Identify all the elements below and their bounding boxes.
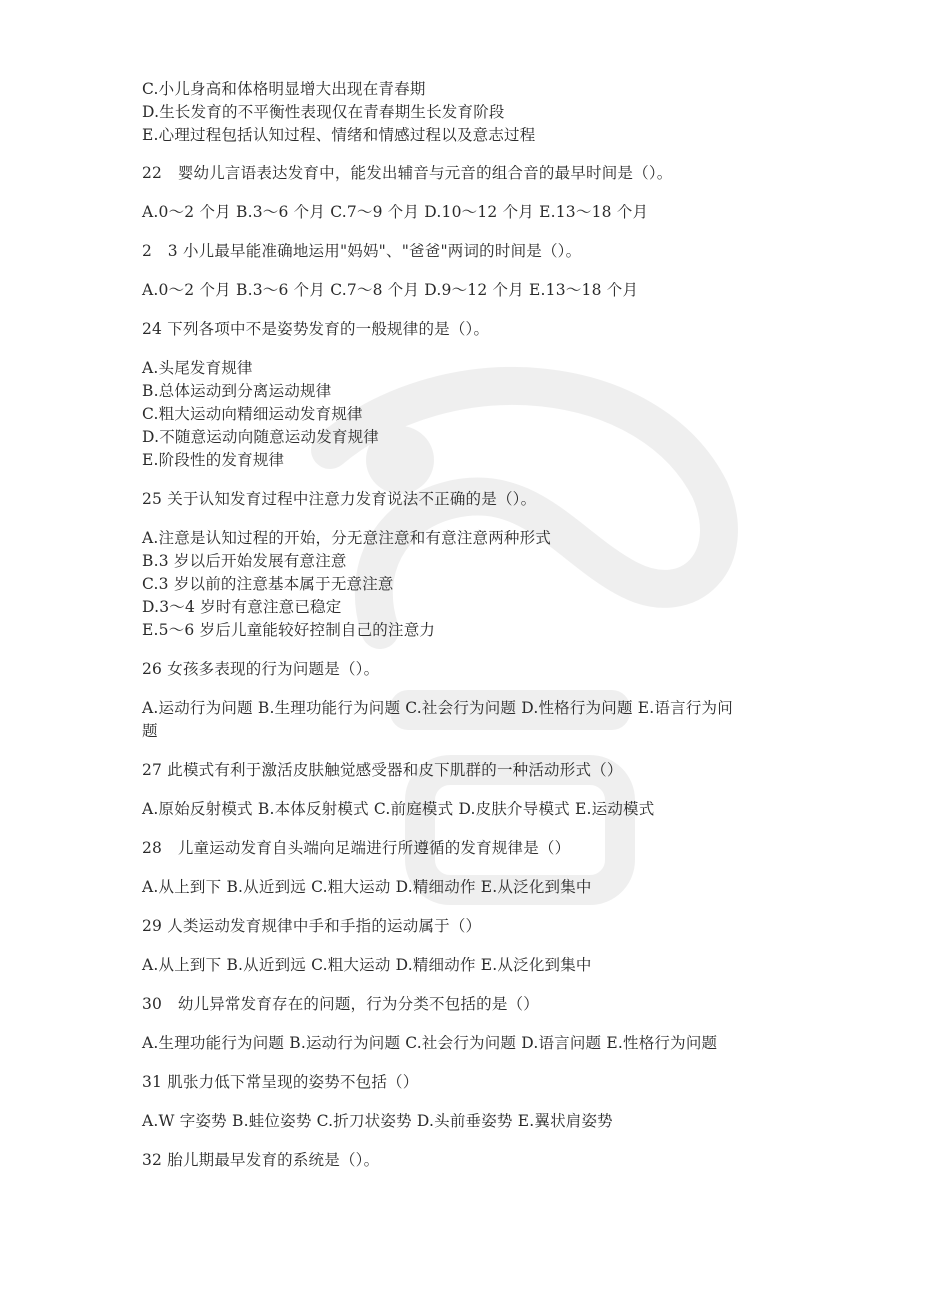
- option-line: E.5～6 岁后儿童能较好控制自己的注意力: [142, 621, 436, 639]
- option-line: E.心理过程包括认知过程、情绪和情感过程以及意志过程: [142, 126, 536, 144]
- options-31: A.W 字姿势 B.蛙位姿势 C.折刀状姿势 D.头前垂姿势 E.翼状肩姿势: [142, 1112, 613, 1130]
- question-23: 2 3 小儿最早能准确地运用"妈妈"、"爸爸"两词的时间是（）。: [142, 242, 582, 260]
- question-32: 32 胎儿期最早发育的系统是（）。: [142, 1151, 380, 1169]
- question-22: 22 婴幼儿言语表达发育中，能发出辅音与元音的组合音的最早时间是（）。: [142, 164, 673, 182]
- option-line: D.生长发育的不平衡性表现仅在青春期生长发育阶段: [142, 103, 505, 121]
- options-24: [142, 357, 812, 472]
- prev-question-options: [142, 78, 812, 147]
- options-22: A.0～2 个月 B.3～6 个月 C.7～9 个月 D.10～12 个月 E.13～18 个月: [142, 203, 649, 221]
- question-24: 24 下列各项中不是姿势发育的一般规律的是（）。: [142, 320, 490, 338]
- question-30: 30 幼儿异常发育存在的问题，行为分类不包括的是（）: [142, 995, 539, 1013]
- options-26-line1: A.运动行为问题 B.生理功能行为问题 C.社会行为问题 D.性格行为问题 E.语言行为问: [142, 699, 733, 717]
- option-line: C.3 岁以前的注意基本属于无意注意: [142, 575, 394, 593]
- question-26: 26 女孩多表现的行为问题是（）。: [142, 660, 380, 678]
- question-29: 29 人类运动发育规律中手和手指的运动属于（）: [142, 917, 482, 935]
- option-line: A.注意是认知过程的开始，分无意注意和有意注意两种形式: [142, 529, 552, 547]
- option-line: C.小儿身高和体格明显增大出现在青春期: [142, 80, 426, 98]
- option-line: A.头尾发育规律: [142, 359, 253, 377]
- question-25: 25 关于认知发育过程中注意力发育说法不正确的是（）。: [142, 490, 537, 508]
- options-28: A.从上到下 B.从近到远 C.粗大运动 D.精细动作 E.从泛化到集中: [142, 878, 592, 896]
- options-23: A.0～2 个月 B.3～6 个月 C.7～8 个月 D.9～12 个月 E.13～18 个月: [142, 281, 639, 299]
- content-area: [142, 78, 812, 1172]
- options-30: A.生理功能行为问题 B.运动行为问题 C.社会行为问题 D.语言问题 E.性格行为问题: [142, 1034, 718, 1052]
- options-26-line2: 题: [142, 722, 158, 740]
- option-line: B.总体运动到分离运动规律: [142, 382, 332, 400]
- option-line: D.3～4 岁时有意注意已稳定: [142, 598, 342, 616]
- option-line: D.不随意运动向随意运动发育规律: [142, 428, 380, 446]
- option-line: E.阶段性的发育规律: [142, 451, 285, 469]
- options-27: A.原始反射模式 B.本体反射模式 C.前庭模式 D.皮肤介导模式 E.运动模式: [142, 800, 655, 818]
- question-27: 27 此模式有利于激活皮肤触觉感受器和皮下肌群的一种活动形式（）: [142, 761, 623, 779]
- question-28: 28 儿童运动发育自头端向足端进行所遵循的发育规律是（）: [142, 839, 571, 857]
- options-25: [142, 527, 812, 642]
- option-line: C.粗大运动向精细运动发育规律: [142, 405, 363, 423]
- options-29: A.从上到下 B.从近到远 C.粗大运动 D.精细动作 E.从泛化到集中: [142, 956, 592, 974]
- option-line: B.3 岁以后开始发展有意注意: [142, 552, 347, 570]
- question-31: 31 肌张力低下常呈现的姿势不包括（）: [142, 1073, 419, 1091]
